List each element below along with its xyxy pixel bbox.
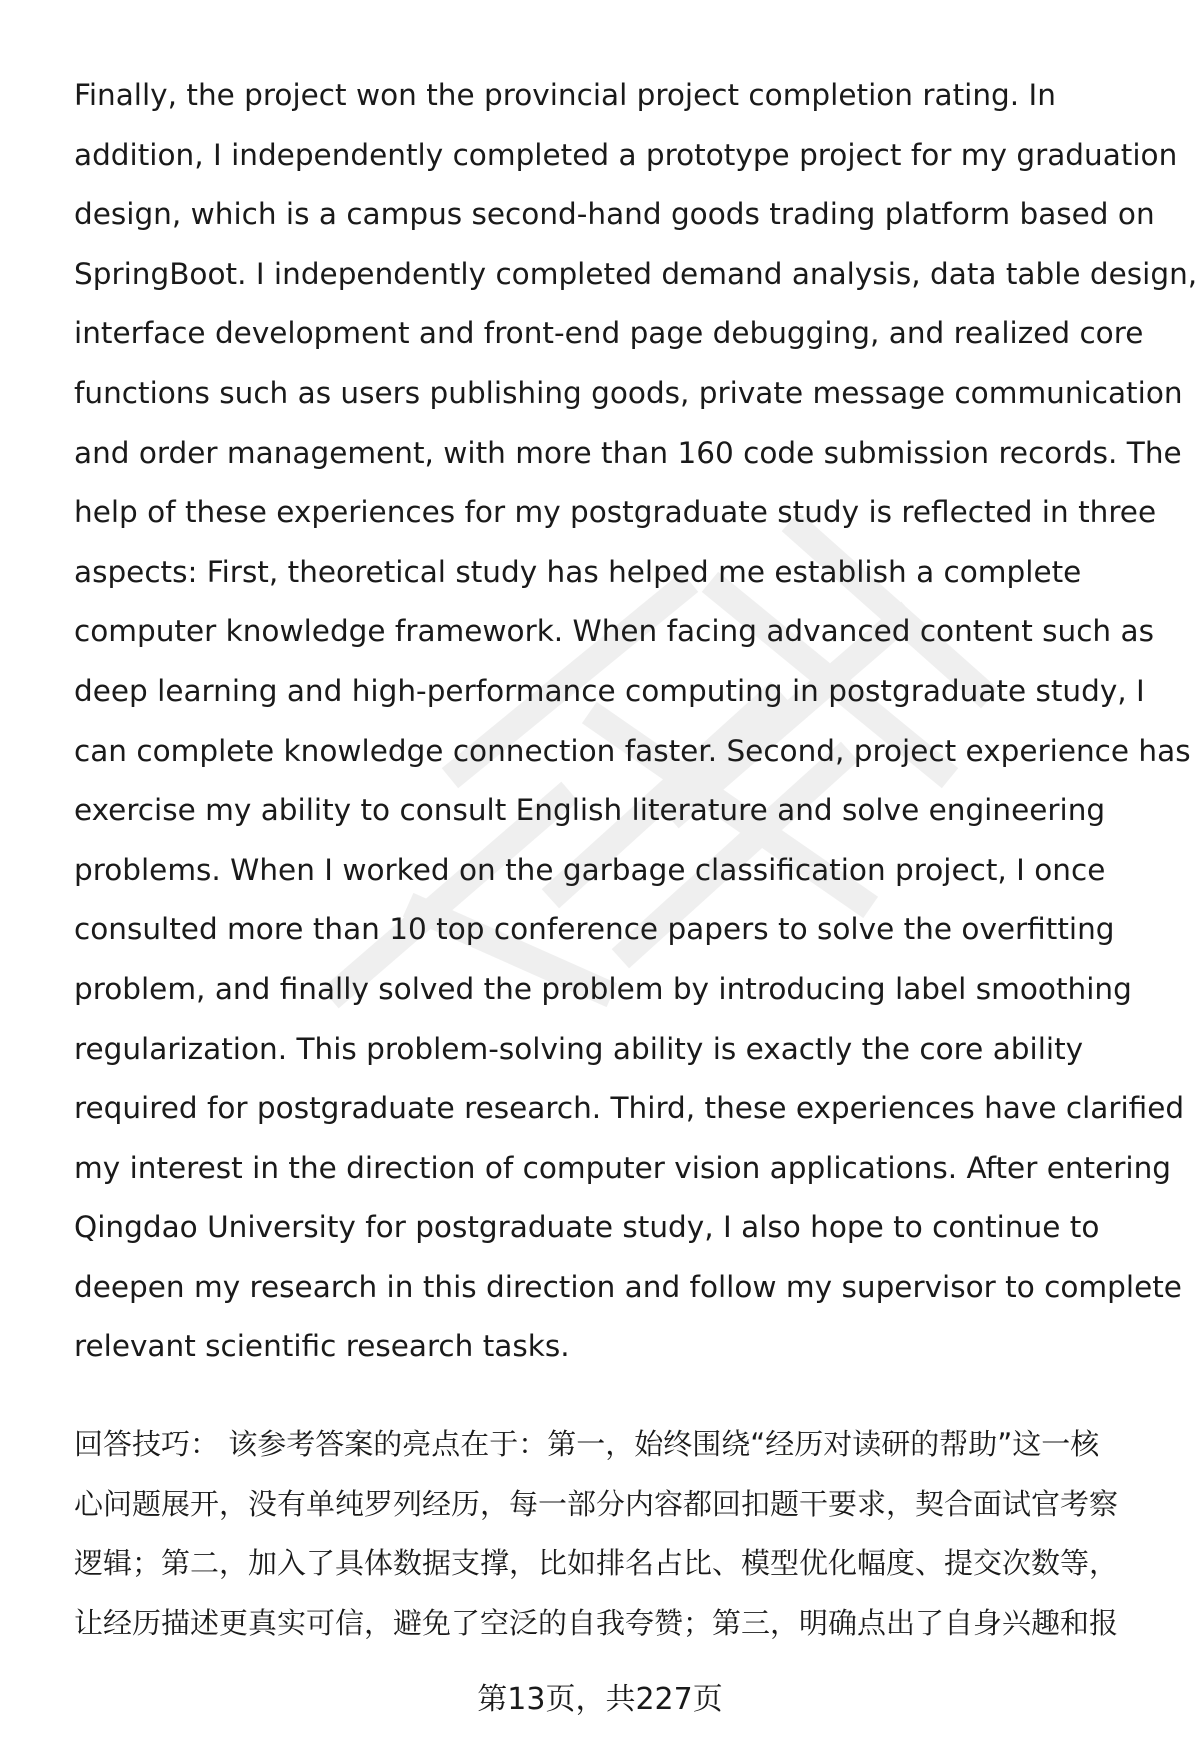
- paragraph-line: interface development and front-end page debugging, and realized core: [74, 316, 1144, 351]
- paragraph-line: design, which is a campus second-hand goods trading platform based on: [74, 197, 1155, 232]
- paragraph-line: Qingdao University for postgraduate study, I also hope to continue to: [74, 1210, 1100, 1245]
- paragraph-line: Finally, the project won the provincial project completion rating. In: [74, 78, 1056, 112]
- page-number-footer: 第13页，共227页: [477, 1682, 723, 1717]
- paragraph-line: SpringBoot. I independently completed demand analysis, data table design,: [74, 256, 1198, 291]
- paragraph-line: deep learning and high-performance computing in postgraduate study, I: [74, 673, 1145, 708]
- paragraph-line: deepen my research in this direction and follow my supervisor to complete: [74, 1269, 1182, 1304]
- tips-line: 让经历描述更真实可信，避免了空泛的自我夸赞；第三，明确点出了自身兴趣和报: [74, 1605, 1119, 1640]
- paragraph-line: aspects: First, theoretical study has helped me establish a complete: [74, 554, 1082, 589]
- answer-paragraph: [74, 66, 1198, 1377]
- paragraph-line: and order management, with more than 160 code submission records. The: [74, 435, 1182, 470]
- paragraph-line: can complete knowledge connection faster. Second, project experience has: [74, 733, 1191, 768]
- paragraph-line: relevant scientific research tasks.: [74, 1329, 570, 1364]
- tips-line: 回答技巧： 该参考答案的亮点在于：第一，始终围绕“经历对读研的帮助”这一核: [74, 1427, 1100, 1462]
- answer-tips-paragraph: [74, 1415, 1150, 1653]
- document-page: [74, 66, 1198, 1653]
- paragraph-line: consulted more than 10 top conference papers to solve the overfitting: [74, 912, 1115, 947]
- paragraph-line: computer knowledge framework. When facing advanced content such as: [74, 614, 1154, 649]
- paragraph-line: problem, and finally solved the problem by introducing label smoothing: [74, 971, 1132, 1006]
- paragraph-line: problems. When I worked on the garbage classification project, I once: [74, 852, 1106, 887]
- tips-line: 逻辑；第二，加入了具体数据支撑，比如排名占比、模型优化幅度、提交次数等，: [74, 1546, 1119, 1581]
- paragraph-line: my interest in the direction of computer vision applications. After entering: [74, 1150, 1172, 1185]
- paragraph-line: addition, I independently completed a prototype project for my graduation: [74, 137, 1178, 172]
- paragraph-line: exercise my ability to consult English literature and solve engineering: [74, 793, 1106, 828]
- paragraph-line: functions such as users publishing goods, private message communication: [74, 375, 1183, 410]
- paragraph-line: help of these experiences for my postgraduate study is reflected in three: [74, 495, 1157, 530]
- tips-line: 心问题展开，没有单纯罗列经历，每一部分内容都回扣题干要求，契合面试官考察: [74, 1486, 1119, 1521]
- paragraph-line: required for postgraduate research. Third, these experiences have clarified: [74, 1091, 1185, 1126]
- paragraph-line: regularization. This problem-solving ability is exactly the core ability: [74, 1031, 1084, 1066]
